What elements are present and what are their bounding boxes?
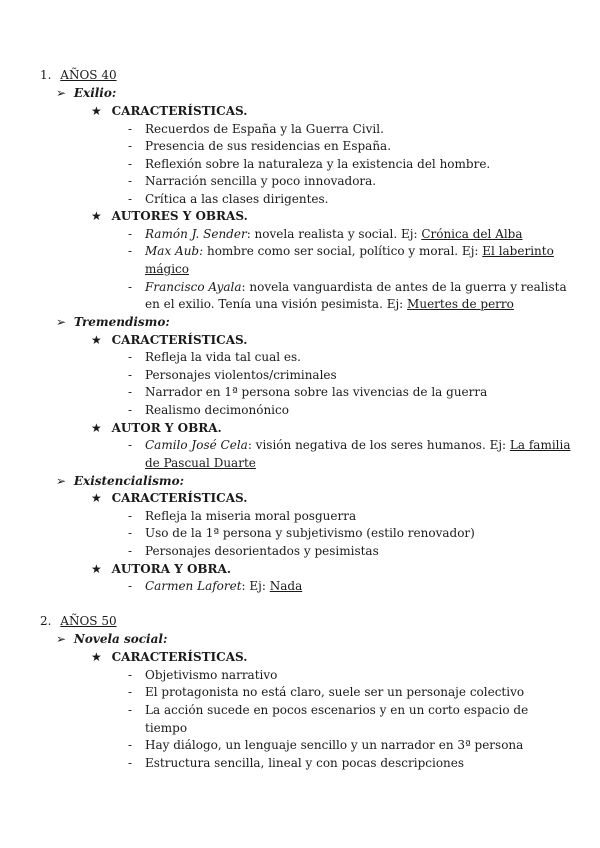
dash-marker: - [128,685,133,699]
movement-name: Exilio: [73,86,117,100]
dash-marker: - [128,227,133,241]
group-heading [91,490,247,508]
author-entry [128,437,571,455]
section-title: AÑOS 50 [60,614,117,628]
list-item [128,173,377,191]
author-name: Carmen Laforet [145,579,242,593]
author-entry [128,279,567,297]
entry-continuation [145,261,189,279]
star-icon: ★ [91,491,102,505]
author-name: Max Aub: [145,244,204,258]
group-heading-text: CARACTERÍSTICAS. [111,650,248,664]
work-title: La familia [509,438,571,452]
list-item [128,702,529,720]
dash-marker: - [128,403,133,417]
dash-marker: - [128,703,133,717]
section-heading-2 [40,613,117,631]
entry-continuation [145,455,256,473]
list-item-text: Hay diálogo, un lenguaje sencillo y un narrador en 3ª persona [145,738,524,752]
group-heading [91,420,222,438]
movement-name: Tremendismo: [73,315,170,329]
group-heading-text: AUTORA Y OBRA. [111,562,232,576]
list-item-text: Refleja la miseria moral posguerra [145,509,357,523]
dash-marker: - [128,668,133,682]
star-icon: ★ [91,650,102,664]
list-item-text: tiempo [145,721,188,735]
list-item [128,525,475,543]
entry-text: hombre como ser social, político y moral. Ej: [203,244,483,258]
section-number: 1. [40,68,52,82]
entry-text: : novela vanguardista de antes de la guerra y realista [241,280,567,294]
list-item [128,737,524,755]
group-heading-text: CARACTERÍSTICAS. [111,491,248,505]
dash-marker: - [128,350,133,364]
list-item [128,367,337,385]
list-item-text: El protagonista no está claro, suele ser un personaje colectivo [145,685,525,699]
star-icon: ★ [91,209,102,223]
list-item [128,667,278,685]
entry-continuation [145,296,514,314]
list-item-text: Narración sencilla y poco innovadora. [145,174,377,188]
movement-novela-social [56,631,167,649]
list-item-text: Objetivismo narrativo [145,668,278,682]
list-item-text: Narrador en 1ª persona sobre las vivencias de la guerra [145,385,488,399]
group-heading [91,208,248,226]
work-title: El laberinto [482,244,554,258]
work-title: Crónica del Alba [421,227,523,241]
work-title: Muertes de perro [407,297,514,311]
list-item-text: Refleja la vida tal cual es. [145,350,301,364]
list-item-text: Reflexión sobre la naturaleza y la existencia del hombre. [145,157,491,171]
work-title: Nada [269,579,303,593]
list-item-text: Personajes desorientados y pesimistas [145,544,379,558]
list-item-text: Crítica a las clases dirigentes. [145,192,329,206]
dash-marker: - [128,579,133,593]
movement-tremendismo [56,314,170,332]
list-item [128,384,488,402]
dash-marker: - [128,738,133,752]
group-heading-text: AUTOR Y OBRA. [111,421,222,435]
section-number: 2. [40,614,52,628]
dash-marker: - [128,192,133,206]
movement-exilio [56,85,116,103]
dash-marker: - [128,756,133,770]
star-icon: ★ [91,421,102,435]
author-entry [128,578,303,596]
group-heading-text: CARACTERÍSTICAS. [111,104,248,118]
movement-name: Existencialismo: [73,474,185,488]
dash-marker: - [128,139,133,153]
author-name: Francisco Ayala [145,280,242,294]
section-heading-1 [40,67,117,85]
dash-marker: - [128,368,133,382]
list-item-text: Presencia de sus residencias en España. [145,139,392,153]
list-item-text: Uso de la 1ª persona y subjetivismo (estilo renovador) [145,526,475,540]
group-heading [91,332,247,350]
entry-text: : novela realista y social. Ej: [246,227,422,241]
work-title: de Pascual Duarte [145,456,256,470]
author-entry [128,243,554,261]
group-heading [91,103,247,121]
list-item [128,138,392,156]
list-item [128,543,379,561]
dash-marker: - [128,526,133,540]
dash-marker: - [128,438,133,452]
author-entry [128,226,523,244]
group-heading [91,649,247,667]
group-heading-text: CARACTERÍSTICAS. [111,333,248,347]
dash-marker: - [128,122,133,136]
section-title: AÑOS 40 [60,68,117,82]
list-item [128,191,329,209]
list-item [128,684,525,702]
star-icon: ★ [91,562,102,576]
author-name: Camilo José Cela [145,438,248,452]
star-icon: ★ [91,104,102,118]
group-heading [91,561,231,579]
list-item [128,755,465,773]
list-item-text: Recuerdos de España y la Guerra Civil. [145,122,384,136]
arrow-icon: ➢ [56,86,67,100]
entry-text: : visión negativa de los seres humanos. Ej: [247,438,510,452]
dash-marker: - [128,157,133,171]
star-icon: ★ [91,333,102,347]
entry-continuation [145,720,187,738]
dash-marker: - [128,385,133,399]
list-item-text: Realismo decimonónico [145,403,289,417]
group-heading-text: AUTORES Y OBRAS. [111,209,248,223]
dash-marker: - [128,174,133,188]
movement-name: Novela social: [73,632,168,646]
arrow-icon: ➢ [56,315,67,329]
arrow-icon: ➢ [56,474,67,488]
list-item [128,349,301,367]
list-item-text: La acción sucede en pocos escenarios y en un corto espacio de [145,703,529,717]
dash-marker: - [128,280,133,294]
list-item [128,508,357,526]
list-item-text: Estructura sencilla, lineal y con pocas descripciones [145,756,465,770]
list-item [128,402,289,420]
author-name: Ramón J. Sender [145,227,247,241]
dash-marker: - [128,509,133,523]
work-title: mágico [145,262,189,276]
list-item [128,156,491,174]
list-item-text: Personajes violentos/criminales [145,368,337,382]
arrow-icon: ➢ [56,632,67,646]
movement-existencialismo [56,473,184,491]
dash-marker: - [128,544,133,558]
entry-text: : Ej: [241,579,270,593]
entry-text: en el exilio. Tenía una visión pesimista. Ej: [145,297,408,311]
dash-marker: - [128,244,133,258]
list-item [128,121,384,139]
